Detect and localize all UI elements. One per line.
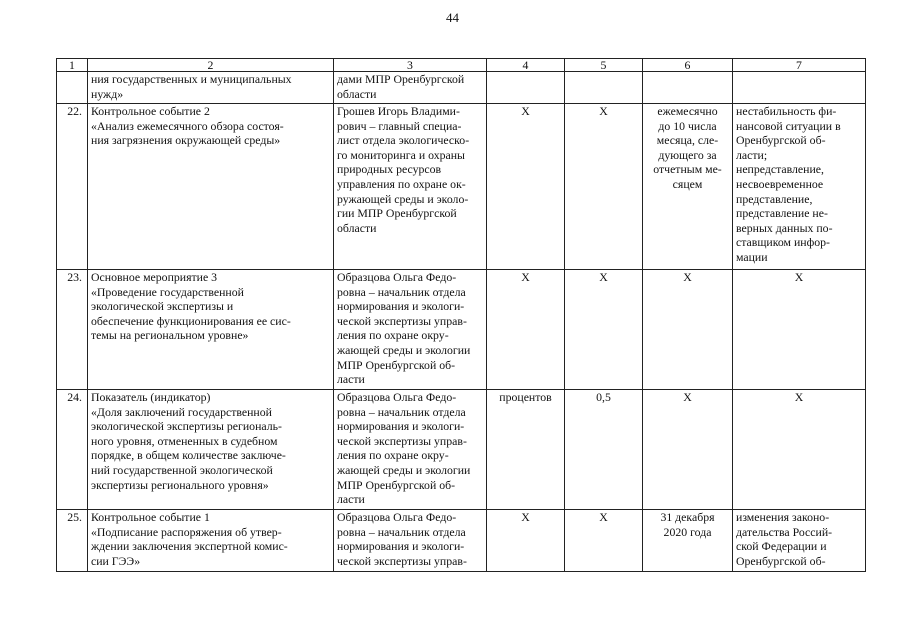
text-line: сяцем <box>672 176 703 191</box>
text-line: ного уровня, отмененных в судебном <box>91 433 278 448</box>
text-line: Х <box>794 390 804 404</box>
text-line: рович – главный специа- <box>337 118 462 133</box>
text-line: Показатель (индикатор) <box>91 390 211 404</box>
text-line: порядке, в общем количестве заключе- <box>91 448 286 463</box>
row-number: 24. <box>57 390 88 510</box>
text-line: изменения законо- <box>736 510 830 524</box>
text-line: до 10 числа <box>658 118 717 133</box>
text-line: Х <box>683 390 692 404</box>
text-line: ления по охране окру- <box>337 448 449 463</box>
risk-cell <box>733 390 866 510</box>
unit-cell: Х <box>487 270 565 390</box>
text-line: управления по охране ок- <box>337 176 466 191</box>
text-line: несвоевременное <box>736 176 824 191</box>
risk-cell <box>733 72 866 104</box>
text-line: Грошев Игорь Владими- <box>337 104 460 118</box>
value-cell: Х <box>565 104 643 270</box>
text-line: Образцова Ольга Федо- <box>337 270 457 284</box>
text-line: сии ГЭЭ» <box>91 553 141 568</box>
text-line: месяца, сле- <box>656 133 719 148</box>
text-line: Образцова Ольга Федо- <box>337 510 457 524</box>
text-line: области <box>337 220 377 235</box>
text-line: нансовой ситуации в <box>736 118 841 133</box>
text-line: ческой экспертизы управ- <box>337 553 467 568</box>
text-line: ставщиком инфор- <box>736 235 830 250</box>
responsible-person <box>334 72 487 104</box>
text-line: Контрольное событие 2 <box>91 104 210 118</box>
text-line: нормирования и экологи- <box>337 299 465 314</box>
table-row <box>57 72 866 104</box>
table-row <box>57 270 866 390</box>
text-line: жающей среды и экологии <box>337 342 471 357</box>
text-line: ласти <box>337 492 365 507</box>
text-line: Оренбургской об- <box>736 553 826 568</box>
text-line: «Анализ ежемесячного обзора состоя- <box>91 118 284 133</box>
text-line: Контрольное событие 1 <box>91 510 210 524</box>
responsible-person <box>334 390 487 510</box>
text-line: гии МПР Оренбургской <box>337 206 457 221</box>
text-line: ческой экспертизы управ- <box>337 313 467 328</box>
text-line: МПР Оренбургской об- <box>337 357 456 372</box>
header-cell: 1 <box>57 59 88 72</box>
schedule-table <box>56 58 866 572</box>
row-number: 23. <box>57 270 88 390</box>
deadline-cell <box>643 72 733 104</box>
header-cell: 6 <box>643 59 733 72</box>
text-line: представление, <box>736 191 813 206</box>
text-line: ния загрязнения окружающей среды» <box>91 133 281 148</box>
value-cell: Х <box>565 270 643 390</box>
text-line: представление не- <box>736 206 828 221</box>
text-line: ровна – начальник отдела <box>337 524 466 539</box>
event-description <box>88 104 334 270</box>
text-line: нормирования и экологи- <box>337 539 465 554</box>
text-line: нормирования и экологи- <box>337 419 465 434</box>
row-number: 25. <box>57 510 88 572</box>
deadline-cell <box>643 510 733 572</box>
text-line: дами МПР Оренбургской <box>337 72 465 86</box>
unit-cell: процентов <box>487 390 565 510</box>
text-line: Х <box>794 270 804 284</box>
text-line: экологической экспертизы региональ- <box>91 419 282 434</box>
text-line: верных данных по- <box>736 220 833 235</box>
text-line: 2020 года <box>663 524 712 539</box>
deadline-cell <box>643 104 733 270</box>
text-line: обеспечение функционирования ее сис- <box>91 313 291 328</box>
text-line: ежемесячно <box>657 104 718 118</box>
header-cell: 3 <box>334 59 487 72</box>
text-line: темы на региональном уровне» <box>91 328 249 343</box>
text-line: Основное мероприятие 3 <box>91 270 218 284</box>
value-cell: Х <box>565 510 643 572</box>
unit-cell: Х <box>487 104 565 270</box>
text-line: ния государственных и муниципальных <box>91 72 292 86</box>
deadline-cell <box>643 390 733 510</box>
text-line: ровна – начальник отдела <box>337 284 466 299</box>
table-header-row <box>57 59 866 72</box>
event-description <box>88 510 334 572</box>
responsible-person <box>334 270 487 390</box>
text-line: ласти; <box>736 147 768 162</box>
risk-cell <box>733 270 866 390</box>
text-line: «Проведение государственной <box>91 284 244 299</box>
value-cell <box>565 72 643 104</box>
header-cell: 2 <box>88 59 334 72</box>
row-number: 22. <box>57 104 88 270</box>
text-line: Образцова Ольга Федо- <box>337 390 457 404</box>
text-line: «Подписание распоряжения об утвер- <box>91 524 282 539</box>
event-description <box>88 72 334 104</box>
event-description <box>88 390 334 510</box>
text-line: дующего за <box>658 147 717 162</box>
table-row <box>57 104 866 270</box>
text-line: лист отдела экологическо- <box>337 133 470 148</box>
text-line: ждении заключения экспертной комис- <box>91 539 288 554</box>
event-description <box>88 270 334 390</box>
unit-cell: Х <box>487 510 565 572</box>
table-row <box>57 390 866 510</box>
text-line: области <box>337 86 377 101</box>
text-line: ружающей среды и эколо- <box>337 191 469 206</box>
header-cell: 7 <box>733 59 866 72</box>
text-line: дательства Россий- <box>736 524 833 539</box>
text-line: нужд» <box>91 86 124 101</box>
text-line: отчетным ме- <box>653 162 722 177</box>
text-line: «Доля заключений государственной <box>91 404 272 419</box>
responsible-person <box>334 104 487 270</box>
text-line: экспертизы регионального уровня» <box>91 477 269 492</box>
text-line: го мониторинга и охраны <box>337 147 465 162</box>
risk-cell <box>733 510 866 572</box>
responsible-person <box>334 510 487 572</box>
row-number <box>57 72 88 104</box>
value-cell: 0,5 <box>565 390 643 510</box>
text-line: 31 декабря <box>660 510 715 524</box>
text-line: природных ресурсов <box>337 162 442 177</box>
text-line: непредставление, <box>736 162 824 177</box>
text-line: жающей среды и экологии <box>337 462 471 477</box>
deadline-cell <box>643 270 733 390</box>
text-line: ческой экспертизы управ- <box>337 433 467 448</box>
header-cell: 5 <box>565 59 643 72</box>
text-line: Оренбургской об- <box>736 133 826 148</box>
text-line: Х <box>683 270 692 284</box>
text-line: ской Федерации и <box>736 539 827 554</box>
page-number: 44 <box>446 10 459 25</box>
text-line: экологической экспертизы и <box>91 299 234 314</box>
text-line: ления по охране окру- <box>337 328 449 343</box>
text-line: ровна – начальник отдела <box>337 404 466 419</box>
risk-cell <box>733 104 866 270</box>
text-line: мации <box>736 249 768 264</box>
table-row <box>57 510 866 572</box>
text-line: нестабильность фи- <box>736 104 837 118</box>
text-line: ний государственной экологической <box>91 462 273 477</box>
unit-cell <box>487 72 565 104</box>
text-line: ласти <box>337 372 365 387</box>
text-line: МПР Оренбургской об- <box>337 477 456 492</box>
header-cell: 4 <box>487 59 565 72</box>
